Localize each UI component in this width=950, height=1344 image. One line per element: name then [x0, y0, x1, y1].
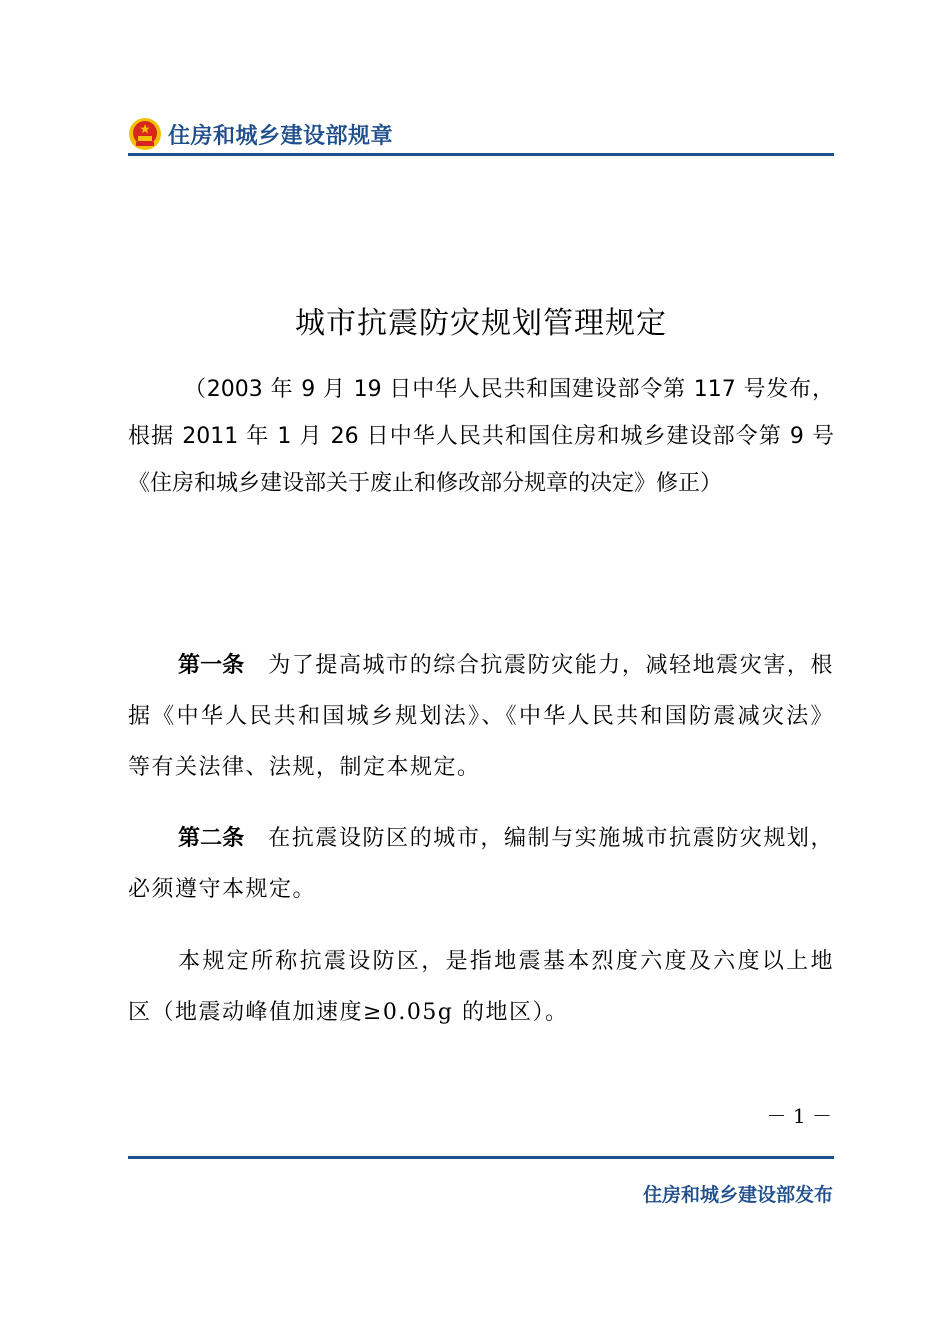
- article-1: [128, 640, 834, 793]
- article-text: 在抗震设防区的城市，编制与实施城市抗震防灾规划，必须遵守本规定。: [128, 826, 834, 902]
- page-number: － 1 －: [766, 1104, 832, 1128]
- article-heading: 第一条: [178, 653, 245, 678]
- national-emblem-icon: [128, 117, 162, 151]
- article-2: [128, 813, 834, 915]
- header-title: 住房和城乡建设部规章: [168, 123, 394, 149]
- footer-divider: [128, 1156, 834, 1159]
- article-text: 为了提高城市的综合抗震防灾能力，减轻地震灾害，根据《中华人民共和国城乡规划法》、《中华人民共和国防震减灾法》等有关法律、法规，制定本规定。: [128, 653, 834, 780]
- document-title: 城市抗震防灾规划管理规定: [295, 306, 667, 341]
- document-subtitle: （2003 年 9 月 19 日中华人民共和国建设部令第 117 号发布，根据 2011 年 1 月 26 日中华人民共和国住房和城乡建设部令第 9 号《住房和城乡建设部关于废止和修改部分规章的决定》修正）: [128, 377, 834, 496]
- header-divider: [128, 153, 834, 156]
- article-heading: 第二条: [178, 826, 245, 851]
- body-paragraph: 本规定所称抗震设防区，是指地震基本烈度六度及六度以上地区（地震动峰值加速度≥0.05g 的地区）。: [128, 949, 834, 1025]
- footer-publisher: 住房和城乡建设部发布: [642, 1184, 833, 1206]
- page-header: [128, 114, 834, 154]
